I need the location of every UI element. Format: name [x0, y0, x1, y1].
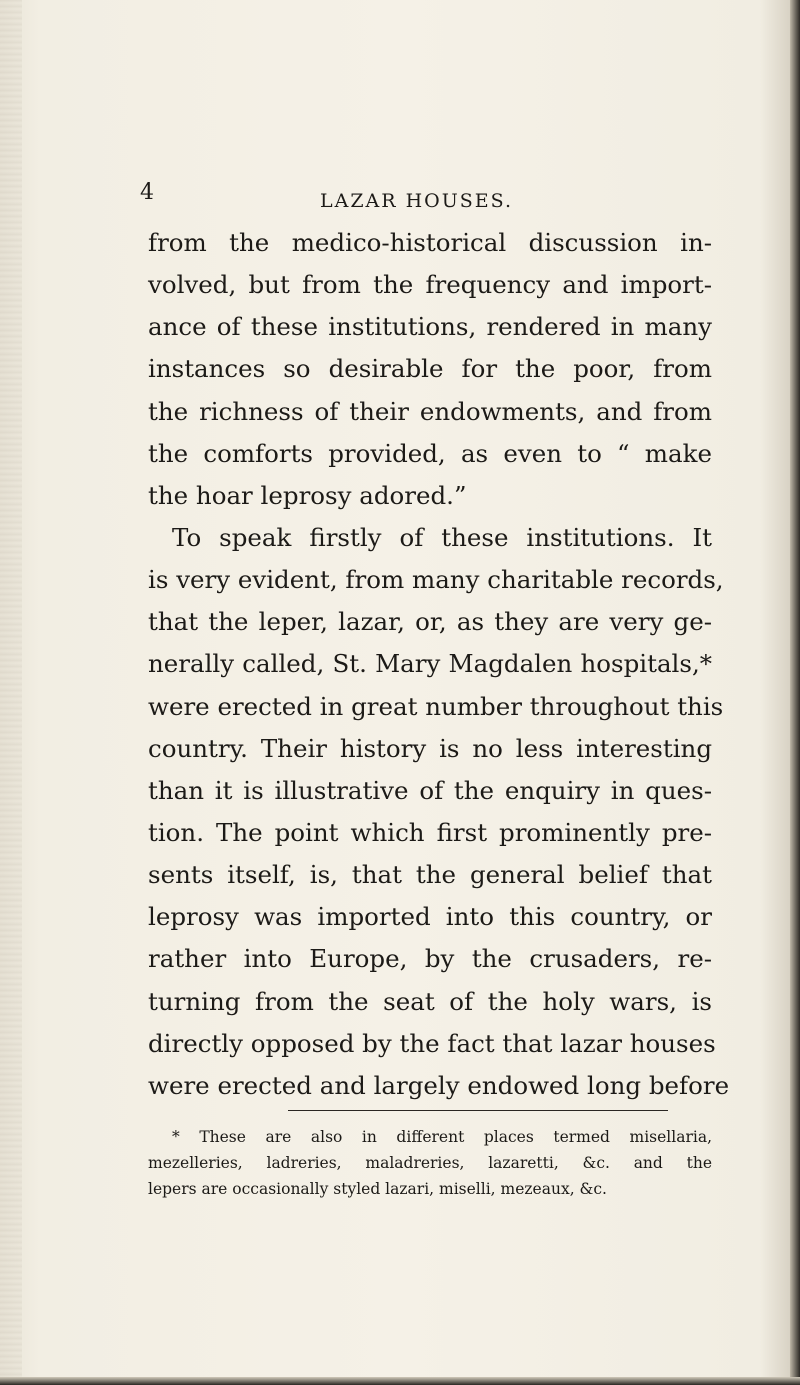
text-line: that the leper, lazar, or, as they are very ge-: [148, 607, 712, 637]
page-bottom-shadow: [0, 1377, 800, 1385]
text-line: the comforts provided, as even to “ make: [148, 438, 712, 468]
page-gutter-shadow: [0, 0, 22, 1385]
text-line: were erected and largely endowed long before: [148, 1070, 730, 1100]
footnote-line: lepers are occasionally styled lazari, miselli, mezeaux, &c.: [148, 1180, 607, 1198]
text-line: sents itself, is, that the general belief that: [148, 860, 712, 890]
footnote-rule: [288, 1110, 668, 1111]
text-line: To speak firstly of these institutions. It: [172, 522, 712, 552]
text-line: the hoar leprosy adored.”: [148, 480, 467, 510]
text-line: volved, but from the frequency and import-: [148, 270, 712, 300]
text-line: than it is illustrative of the enquiry in ques-: [148, 775, 712, 805]
page-edge-shadow: [790, 0, 800, 1385]
text-line: nerally called, St. Mary Magdalen hospitals,*: [148, 649, 712, 679]
text-line: instances so desirable for the poor, from: [148, 354, 712, 384]
text-line: were erected in great number throughout this: [148, 691, 724, 721]
text-line: tion. The point which first prominently pre-: [148, 817, 712, 847]
text-line: country. Their history is no less interesting: [148, 733, 712, 763]
footnote-line: * These are also in different places termed misellaria,: [172, 1128, 712, 1146]
text-line: turning from the seat of the holy wars, is: [148, 986, 712, 1016]
text-line: ance of these institutions, rendered in many: [148, 312, 712, 342]
text-line: directly opposed by the fact that lazar houses: [148, 1028, 716, 1058]
text-line: from the medico-historical discussion in-: [148, 228, 712, 257]
body-text: [148, 222, 730, 1107]
text-line: the richness of their endowments, and from: [148, 396, 712, 426]
text-line: rather into Europe, by the crusaders, re-: [148, 944, 712, 974]
text-line: leprosy was imported into this country, or: [148, 902, 712, 932]
footnote: [148, 1124, 712, 1202]
page-number: 4: [140, 180, 154, 205]
running-head: LAZAR HOUSES.: [320, 190, 514, 212]
footnote-line: mezelleries, ladreries, maladreries, lazaretti, &c. and the: [148, 1154, 712, 1172]
text-line: is very evident, from many charitable records,: [148, 565, 724, 595]
